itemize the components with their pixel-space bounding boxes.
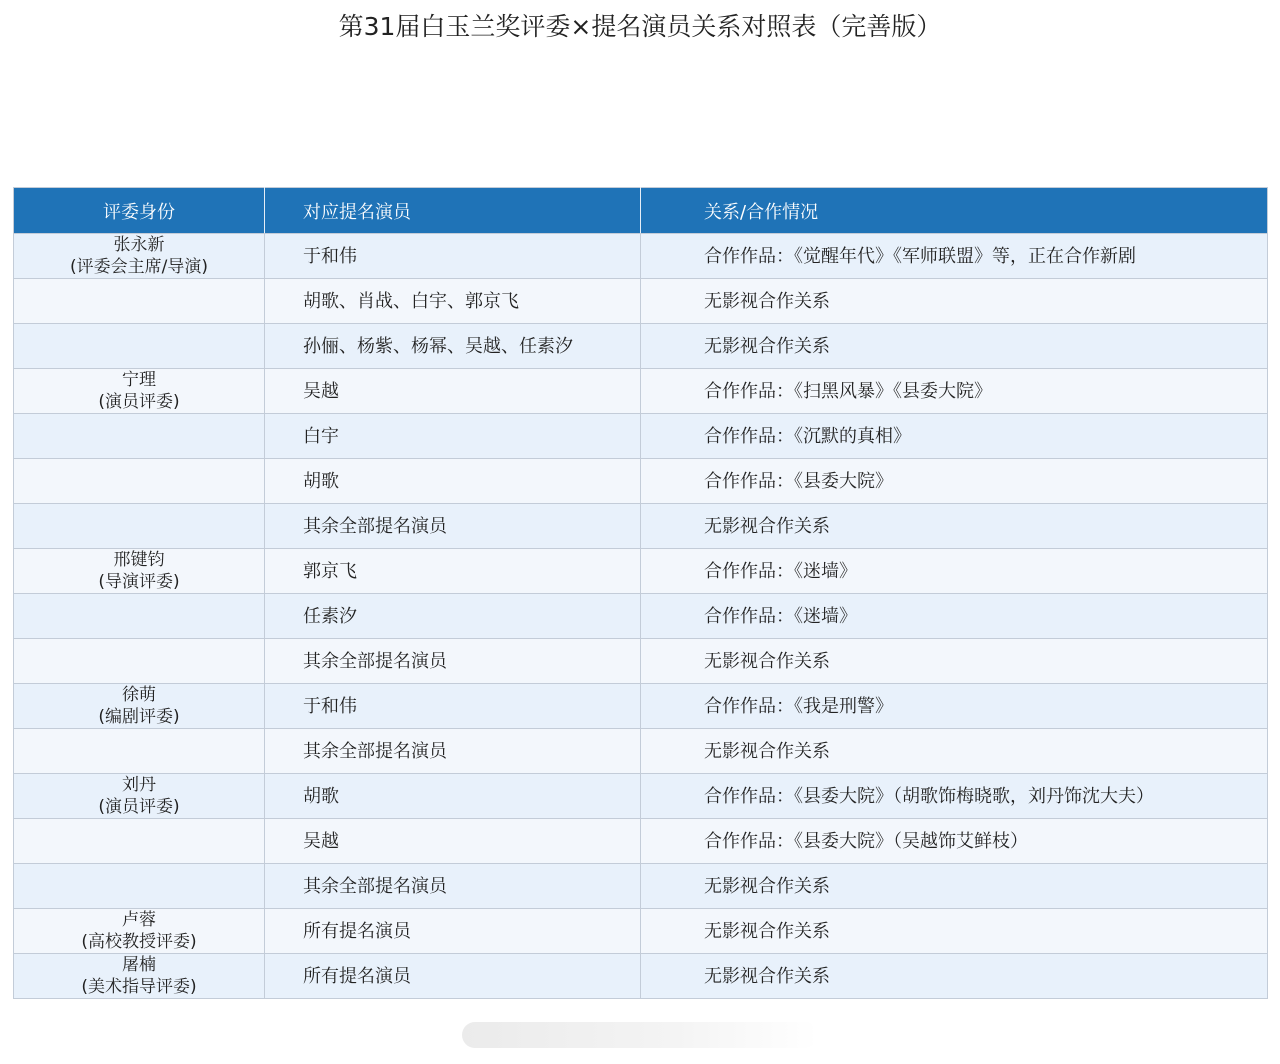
table-row bbox=[14, 459, 1268, 504]
faded-footer-bar bbox=[462, 1022, 818, 1048]
judge-cell bbox=[14, 909, 265, 954]
judge-cell bbox=[14, 279, 265, 324]
table-row bbox=[14, 279, 1268, 324]
nominee-cell: 孙俪、杨紫、杨幂、吴越、任素汐 bbox=[265, 324, 641, 369]
nominee-cell: 于和伟 bbox=[265, 234, 641, 279]
table-row bbox=[14, 909, 1268, 954]
nominee-cell: 任素汐 bbox=[265, 594, 641, 639]
relation-cell: 无影视合作关系 bbox=[641, 324, 1268, 369]
table-row bbox=[14, 864, 1268, 909]
nominee-cell: 胡歌、肖战、白宇、郭京飞 bbox=[265, 279, 641, 324]
nominee-cell: 其余全部提名演员 bbox=[265, 504, 641, 549]
judge-role: (编剧评委) bbox=[98, 707, 180, 727]
judge-cell bbox=[14, 594, 265, 639]
judge-name: 卢蓉 bbox=[122, 910, 156, 930]
judge-cell bbox=[14, 459, 265, 504]
table-row bbox=[14, 684, 1268, 729]
table-row bbox=[14, 774, 1268, 819]
relation-cell: 合作作品：《县委大院》 bbox=[641, 459, 1268, 504]
judge-cell bbox=[14, 684, 265, 729]
judge-cell bbox=[14, 414, 265, 459]
relation-cell: 合作作品：《我是刑警》 bbox=[641, 684, 1268, 729]
table-header bbox=[14, 188, 1268, 234]
nominee-cell: 其余全部提名演员 bbox=[265, 639, 641, 684]
page-title: 第31届白玉兰奖评委×提名演员关系对照表（完善版） bbox=[338, 12, 942, 41]
column-header-actor: 对应提名演员 bbox=[265, 188, 641, 234]
relation-cell: 合作作品：《沉默的真相》 bbox=[641, 414, 1268, 459]
judge-cell bbox=[14, 819, 265, 864]
nominee-cell: 其余全部提名演员 bbox=[265, 864, 641, 909]
judge-cell bbox=[14, 549, 265, 594]
table-row bbox=[14, 729, 1268, 774]
table-row bbox=[14, 639, 1268, 684]
nominee-cell: 胡歌 bbox=[265, 774, 641, 819]
judge-role: (演员评委) bbox=[98, 797, 180, 817]
judge-role: (评委会主席/导演) bbox=[70, 257, 208, 277]
judge-cell bbox=[14, 369, 265, 414]
relation-cell: 无影视合作关系 bbox=[641, 279, 1268, 324]
judge-cell bbox=[14, 504, 265, 549]
relation-cell: 合作作品：《觉醒年代》《军师联盟》等，正在合作新剧 bbox=[641, 234, 1268, 279]
table-row bbox=[14, 954, 1268, 999]
relation-cell: 合作作品：《县委大院》（吴越饰艾鲜枝） bbox=[641, 819, 1268, 864]
relation-cell: 合作作品：《迷墙》 bbox=[641, 594, 1268, 639]
table-row bbox=[14, 369, 1268, 414]
table-row bbox=[14, 819, 1268, 864]
relation-cell: 无影视合作关系 bbox=[641, 954, 1268, 999]
nominee-cell: 其余全部提名演员 bbox=[265, 729, 641, 774]
judge-name: 张永新 bbox=[113, 235, 165, 255]
table-row bbox=[14, 234, 1268, 279]
judge-cell bbox=[14, 954, 265, 999]
relation-cell: 无影视合作关系 bbox=[641, 729, 1268, 774]
nominee-cell: 胡歌 bbox=[265, 459, 641, 504]
relation-cell: 无影视合作关系 bbox=[641, 864, 1268, 909]
relation-cell: 合作作品：《迷墙》 bbox=[641, 549, 1268, 594]
table-row bbox=[14, 549, 1268, 594]
relation-cell: 合作作品：《扫黑风暴》《县委大院》 bbox=[641, 369, 1268, 414]
relation-table bbox=[13, 187, 1268, 999]
judge-role: (高校教授评委) bbox=[81, 932, 197, 952]
judge-cell bbox=[14, 324, 265, 369]
judge-cell bbox=[14, 729, 265, 774]
relation-cell: 无影视合作关系 bbox=[641, 639, 1268, 684]
table-row bbox=[14, 504, 1268, 549]
judge-name: 屠楠 bbox=[122, 955, 156, 975]
table-row bbox=[14, 594, 1268, 639]
judge-name: 邢键钧 bbox=[113, 550, 165, 570]
column-header-relation: 关系/合作情况 bbox=[641, 188, 1268, 234]
judge-cell bbox=[14, 639, 265, 684]
judge-role: (美术指导评委) bbox=[81, 977, 197, 997]
header-row bbox=[14, 188, 1268, 234]
table-body bbox=[14, 234, 1268, 999]
relation-cell: 无影视合作关系 bbox=[641, 909, 1268, 954]
judge-cell bbox=[14, 774, 265, 819]
table-row bbox=[14, 324, 1268, 369]
nominee-cell: 郭京飞 bbox=[265, 549, 641, 594]
column-header-judge: 评委身份 bbox=[14, 188, 265, 234]
nominee-cell: 吴越 bbox=[265, 819, 641, 864]
nominee-cell: 吴越 bbox=[265, 369, 641, 414]
judge-name: 刘丹 bbox=[122, 775, 156, 795]
judge-role: (演员评委) bbox=[98, 392, 180, 412]
nominee-cell: 白宇 bbox=[265, 414, 641, 459]
nominee-cell: 于和伟 bbox=[265, 684, 641, 729]
judge-name: 徐萌 bbox=[122, 685, 156, 705]
judge-name: 宁理 bbox=[122, 370, 156, 390]
table-row bbox=[14, 414, 1268, 459]
judge-cell bbox=[14, 864, 265, 909]
judge-cell bbox=[14, 234, 265, 279]
judge-role: (导演评委) bbox=[98, 572, 180, 592]
nominee-cell: 所有提名演员 bbox=[265, 909, 641, 954]
relation-cell: 无影视合作关系 bbox=[641, 504, 1268, 549]
nominee-cell: 所有提名演员 bbox=[265, 954, 641, 999]
relation-cell: 合作作品：《县委大院》（胡歌饰梅晓歌，刘丹饰沈大夫） bbox=[641, 774, 1268, 819]
